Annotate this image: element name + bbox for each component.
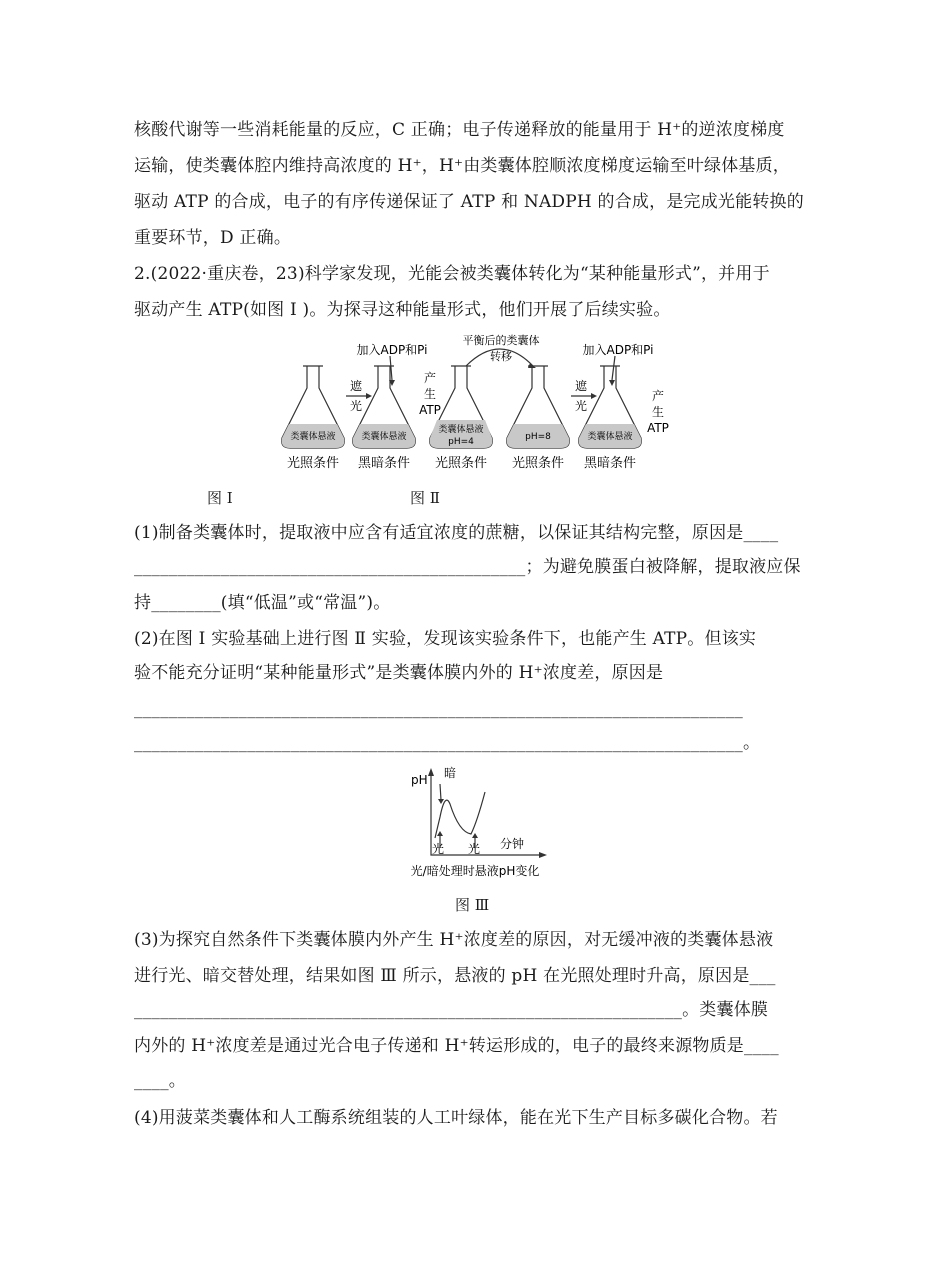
dark-label: 光 bbox=[349, 399, 363, 413]
transfer-label: 平衡后的类囊体 bbox=[462, 334, 540, 347]
dark-label: 遮 bbox=[349, 379, 363, 393]
flask-label: 类囊体悬液 bbox=[587, 432, 633, 442]
flask-label: 类囊体悬液 bbox=[438, 425, 484, 435]
text-line: 持________(填“低温”或“常温”)。 bbox=[134, 593, 391, 613]
question-2-1: (1)制备类囊体时，提取液中应含有适宜浓度的蔗糖，以保证其结构完整，原因是____ bbox=[134, 523, 779, 543]
figure-1-caption: 图 Ⅰ bbox=[207, 489, 233, 507]
fig3-xlabel: 分钟 bbox=[500, 837, 525, 851]
condition-label: 黑暗条件 bbox=[583, 456, 637, 471]
fig3-subtitle: 光/暗处理时悬液pH变化 bbox=[410, 864, 540, 878]
produce-label: 生 bbox=[423, 387, 437, 401]
add-adp-label: 加入ADP和Pi bbox=[582, 343, 654, 357]
text-line: ____。 bbox=[134, 1071, 186, 1091]
text-line: 验不能充分证明“某种能量形式”是类囊体膜内外的 H⁺浓度差，原因是 bbox=[134, 663, 664, 683]
figure-1-2 bbox=[270, 330, 680, 475]
question-2-2: (2)在图 Ⅰ 实验基础上进行图 Ⅱ 实验，发现该实验条件下，也能产生 ATP。但该实 bbox=[134, 629, 757, 649]
dark-label: 光 bbox=[574, 399, 588, 413]
text-line: 进行光、暗交替处理，结果如图 Ⅲ 所示，悬液的 pH 在光照处理时升高，原因是___ bbox=[134, 966, 776, 986]
flask-label: pH=8 bbox=[525, 432, 551, 442]
answer-blank-line: _____________________________________________；为避免膜蛋白被降解，提取液应保 bbox=[134, 557, 801, 577]
produce-label: 生 bbox=[651, 405, 665, 419]
question-2-3: (3)为探究自然条件下类囊体膜内外产生 H⁺浓度差的原因，对无缓冲液的类囊体悬液 bbox=[134, 930, 774, 950]
question-2-title: 2.(2022·重庆卷，23)科学家发现，光能会被类囊体转化为“某种能量形式”，并用于 bbox=[134, 264, 770, 284]
condition-label: 黑暗条件 bbox=[357, 456, 411, 471]
add-adp-label: 加入ADP和Pi bbox=[356, 343, 428, 357]
produce-label: ATP bbox=[419, 403, 441, 417]
condition-label: 光照条件 bbox=[286, 456, 340, 471]
produce-label: 产 bbox=[651, 389, 665, 403]
answer-blank-line: ______________________________________________________________________。 bbox=[134, 733, 761, 753]
flask-label: pH=4 bbox=[448, 437, 474, 447]
answer-blank-line: ______________________________________________________________________ bbox=[134, 699, 743, 719]
figure-2-caption: 图 Ⅱ bbox=[410, 489, 440, 507]
text-line: 核酸代谢等一些消耗能量的反应，C 正确；电子传递释放的能量用于 H⁺的逆浓度梯度 bbox=[134, 120, 785, 140]
figure-1-2-svg bbox=[270, 330, 680, 475]
condition-label: 光照条件 bbox=[511, 456, 565, 471]
fig3-light-label: 光 bbox=[432, 842, 445, 856]
text-line: 运输，使类囊体腔内维持高浓度的 H⁺，H⁺由类囊体腔顺浓度梯度运输至叶绿体基质， bbox=[134, 156, 790, 176]
transfer-label: 转移 bbox=[490, 350, 512, 363]
produce-label: 产 bbox=[423, 371, 437, 385]
dark-label: 遮 bbox=[574, 379, 588, 393]
text-line: 内外的 H⁺浓度差是通过光合电子传递和 H⁺转运形成的，电子的最终来源物质是____ bbox=[134, 1036, 779, 1056]
fig3-ylabel: pH bbox=[411, 773, 428, 787]
figure-3-svg bbox=[395, 762, 565, 882]
figure-3-caption: 图 Ⅲ bbox=[455, 896, 490, 914]
flask-label: 类囊体悬液 bbox=[361, 432, 407, 442]
fig3-dark-label: 暗 bbox=[444, 766, 457, 780]
text-line: 驱动 ATP 的合成，电子的有序传递保证了 ATP 和 NADPH 的合成，是完成光能转换的 bbox=[134, 192, 804, 212]
produce-label: ATP bbox=[647, 421, 669, 435]
condition-label: 光照条件 bbox=[434, 456, 488, 471]
text-line: 重要环节，D 正确。 bbox=[134, 228, 292, 248]
text-line: 驱动产生 ATP(如图 Ⅰ )。为探寻这种能量形式，他们开展了后续实验。 bbox=[134, 300, 671, 320]
figure-3 bbox=[395, 762, 565, 882]
fig3-light-label: 光 bbox=[468, 842, 481, 856]
question-2-4: (4)用菠菜类囊体和人工酶系统组装的人工叶绿体，能在光下生产目标多碳化合物。若 bbox=[134, 1108, 778, 1128]
answer-blank-line: _______________________________________________________________。类囊体膜 bbox=[134, 1000, 769, 1020]
flask-label: 类囊体悬液 bbox=[290, 432, 336, 442]
